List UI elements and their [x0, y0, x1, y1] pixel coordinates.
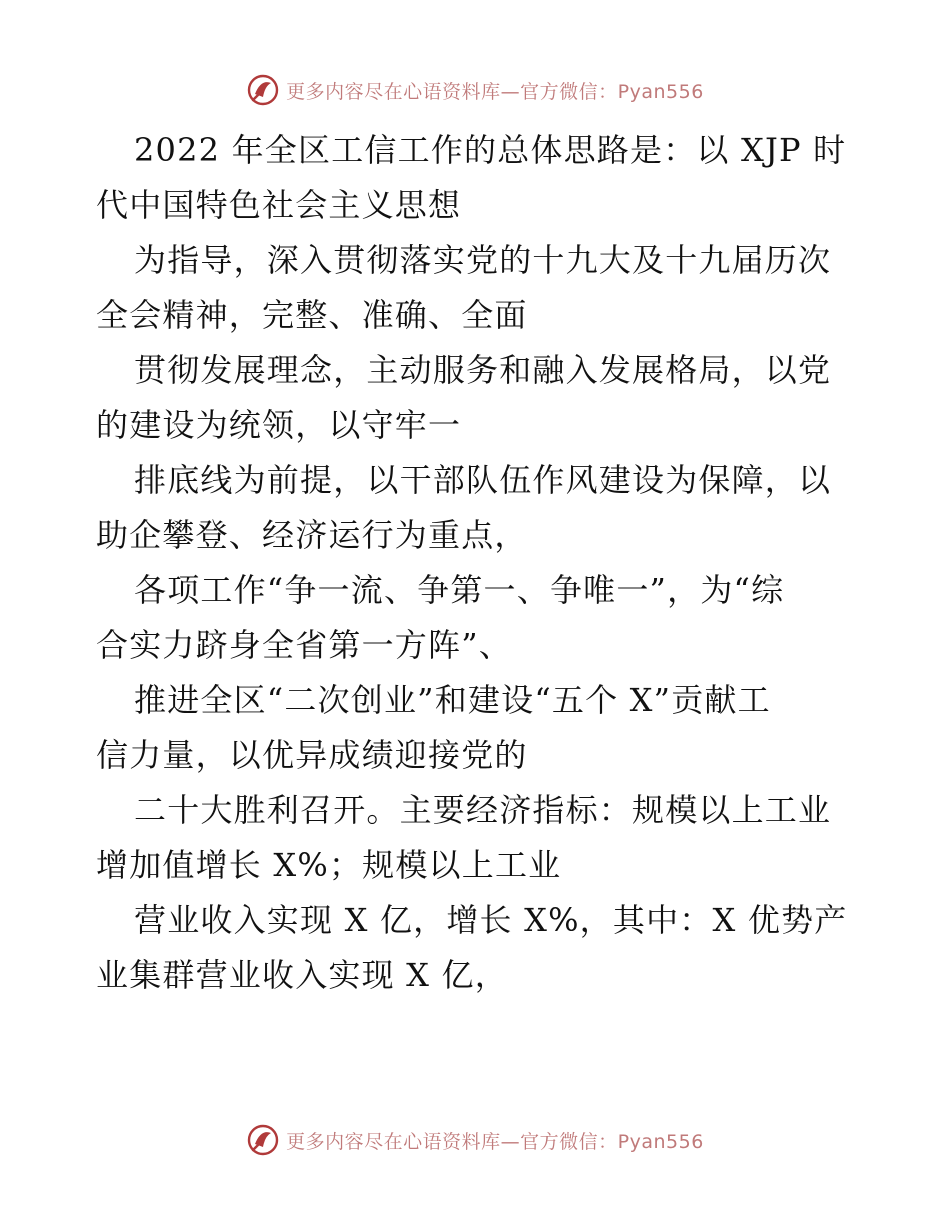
watermark-text: 更多内容尽在心语资料库—官方微信：Pyan556	[286, 80, 704, 103]
footer-watermark	[0, 1120, 950, 1160]
document-line: 助企攀登、经济运行为重点，	[96, 516, 528, 554]
header-watermark	[0, 70, 950, 110]
document-line: 为指导，深入贯彻落实党的十九大及十九届历次	[134, 241, 832, 279]
document-line: 合实力跻身全省第一方阵”、	[96, 626, 512, 664]
document-line: 推进全区“二次创业”和建设“五个 X”贡献工	[134, 681, 771, 719]
brand-logo-icon	[246, 73, 280, 107]
document-line: 营业收入实现 X 亿，增长 X%，其中：X 优势产	[134, 901, 848, 939]
document-line: 增加值增长 X%；规模以上工业	[96, 846, 562, 884]
document-line: 贯彻发展理念，主动服务和融入发展格局，以党	[134, 351, 832, 389]
document-body	[96, 123, 856, 1003]
brand-logo-icon	[246, 1123, 280, 1157]
document-line: 排底线为前提，以干部队伍作风建设为保障，以	[134, 461, 832, 499]
document-line: 二十大胜利召开。主要经济指标：规模以上工业	[134, 791, 832, 829]
document-line: 业集群营业收入实现 X 亿，	[96, 956, 508, 994]
watermark-text: 更多内容尽在心语资料库—官方微信：Pyan556	[286, 1130, 704, 1153]
document-line: 的建设为统领，以守牢一	[96, 406, 462, 444]
document-line: 全会精神，完整、准确、全面	[96, 296, 528, 334]
document-line: 信力量，以优异成绩迎接党的	[96, 736, 528, 774]
document-line: 代中国特色社会主义思想	[96, 186, 462, 224]
document-line: 各项工作“争一流、争第一、争唯一”，为“综	[134, 571, 785, 609]
document-line: 2022 年全区工信工作的总体思路是：以 XJP 时	[134, 131, 847, 169]
